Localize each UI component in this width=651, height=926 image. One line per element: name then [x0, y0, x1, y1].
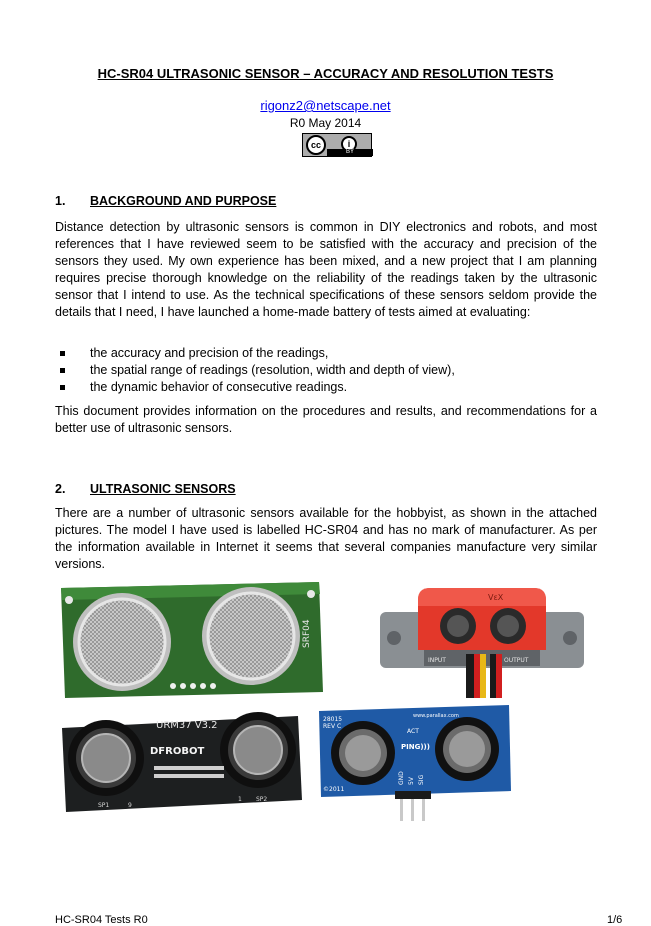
act-label: ACT	[407, 728, 419, 735]
pin-sig-label: SIG	[418, 774, 425, 785]
license-by-label: BY	[327, 149, 373, 156]
footer-document-name: HC-SR04 Tests R0	[55, 914, 148, 926]
sp2-label: SP2	[256, 796, 268, 803]
input-label: INPUT	[428, 657, 446, 664]
green-sensor-illustration	[57, 580, 326, 705]
urm37-sensor-photo	[58, 708, 304, 813]
section-1-number: 1.	[55, 194, 66, 208]
pin1-label: 1	[238, 796, 242, 803]
section-2-heading	[55, 482, 236, 496]
section-1-heading	[55, 194, 276, 208]
list-item-text: the dynamic behavior of consecutive readings.	[90, 380, 348, 394]
revision-code: REV C	[323, 723, 342, 730]
brand-logo: VɛX	[488, 593, 504, 602]
pin9-label: 9	[128, 802, 132, 809]
green-sensor-photo	[57, 580, 326, 705]
urm37-sensor-illustration	[58, 708, 304, 813]
parallax-url: www.parallax.com	[413, 713, 459, 719]
urm37-model: URM37 V3.2	[156, 720, 218, 731]
pin-gnd-label: GND	[398, 771, 405, 785]
list-item	[55, 345, 597, 362]
list-item-text: the spatial range of readings (resolution, width and depth of view),	[90, 363, 455, 377]
board-label: SRF04	[302, 619, 312, 648]
attribution-icon: i	[341, 136, 357, 152]
pin-5v-label: 5V	[408, 777, 415, 785]
evaluation-bullet-list	[55, 345, 597, 396]
revision-date: R0 May 2014	[289, 116, 362, 130]
list-item	[55, 362, 597, 379]
footer-page-number: 1/6	[607, 914, 623, 926]
part-code: 28015	[323, 716, 343, 723]
author-email-link[interactable]: rigonz2@netscape.net	[260, 98, 391, 113]
copyright-mark: ©2011	[323, 786, 345, 793]
cc-icon: cc	[306, 135, 326, 155]
section-1-paragraph: Distance detection by ultrasonic sensors is common in DIY electronics and robots, and most references that I have reviewed seem to be satisfied with the accuracy and precision of the sensors they used. My own experience has been mixed, and a new project that I am planning requires precise thorough knowledge on the reliability of the readings taken by the ultrasonic sensor that I intend to use. As the technical specifications of these sensors seldom provide the details that I need, I have launched a home-made battery of tests aimed at evaluating:	[55, 220, 597, 319]
section-1-title: BACKGROUND AND PURPOSE	[90, 194, 277, 208]
ping-sensor-illustration	[317, 703, 512, 823]
bullet-square-icon	[60, 385, 65, 390]
document-title: HC-SR04 ULTRASONIC SENSOR – ACCURACY AND RESOLUTION TESTS	[97, 66, 554, 81]
red-housing-sensor-illustration	[378, 584, 586, 699]
dfrobot-logo: DFROBOT	[150, 746, 205, 757]
list-item	[55, 379, 597, 396]
bullet-square-icon	[60, 368, 65, 373]
ping-sensor-photo	[317, 703, 512, 823]
section-1-closing-paragraph: This document provides information on the procedures and results, and recommendations for a better use of ultrasonic sensors.	[55, 404, 597, 435]
ping-logo: PING)))	[401, 743, 430, 751]
cc-by-license-badge[interactable]	[302, 133, 372, 157]
bullet-square-icon	[60, 351, 65, 356]
section-2-title: ULTRASONIC SENSORS	[90, 482, 236, 496]
section-2-number: 2.	[55, 482, 66, 496]
output-label: OUTPUT	[504, 657, 529, 664]
sp1-label: SP1	[98, 802, 110, 809]
red-housing-sensor-photo	[378, 584, 586, 699]
section-2-paragraph: There are a number of ultrasonic sensors available for the hobbyist, as shown in the attached pictures. The model I have used is labelled HC-SR04 and has no mark of manufacturer. As per the information available in Internet it seems that several companies manufacture very similar versions.	[55, 506, 597, 571]
list-item-text: the accuracy and precision of the readings,	[90, 346, 329, 360]
